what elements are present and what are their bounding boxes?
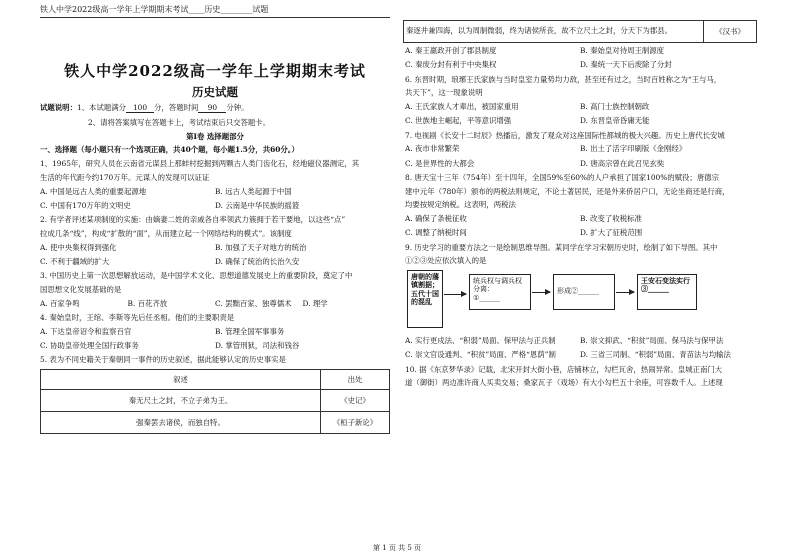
mind-map-origin-box: 唐朝的藩镇割据；五代十国的混乱 <box>407 270 443 328</box>
option-b[interactable]: B. 秦始皇对待周王制源度 <box>580 46 665 55</box>
exam-note-2: 2、请将答案填写在答题卡上，考试结束后只交答题卡。 <box>88 117 271 127</box>
note-label: 试题说明： <box>40 103 77 113</box>
source-cell: 《桓子新论》 <box>321 411 390 433</box>
option-d[interactable]: D. 东晋皇帝昏庸无能 <box>580 116 650 126</box>
q7-options-row2 <box>405 159 755 168</box>
option-a[interactable]: A. 王氏家族人才辈出，被国家重用 <box>405 102 519 111</box>
option-a[interactable]: A. 确保了条税征收 <box>405 214 467 223</box>
option-c[interactable]: C. 罢黜百家、独尊儒术 <box>215 298 292 308</box>
score-value: 100 <box>126 103 154 113</box>
table-row <box>41 389 390 411</box>
option-a[interactable]: A. 夜市非常繁荣 <box>405 144 460 154</box>
exam-subtitle: 历史试题 <box>192 84 238 99</box>
option-c[interactable]: C. 是世界性的大都会 <box>405 158 475 168</box>
right-column <box>405 46 755 392</box>
q2-options-row2 <box>40 257 390 266</box>
arrow-icon <box>616 292 634 293</box>
source-cell: 《汉书》 <box>703 21 756 42</box>
q6-options-row1 <box>405 102 755 111</box>
time-value: 90 <box>198 103 226 113</box>
mind-map-box-1 <box>469 274 531 310</box>
option-d[interactable]: D. 确保了统治的长治久安 <box>215 256 300 266</box>
source-table <box>40 369 390 434</box>
option-d[interactable]: D. 理学 <box>302 298 328 308</box>
option-c[interactable]: C. 崇文官设通判、“积贫”局面、严格“恩荫”制 <box>405 350 556 360</box>
number-2: ② <box>412 256 420 266</box>
page-header: 铁人中学2022级高一学年上学期期末考试____历史________试题 <box>40 5 390 18</box>
q5-options-row1 <box>405 46 755 55</box>
table-header-narrative: 叙述 <box>41 369 321 389</box>
box-text: 统兵权与调兵权分离： <box>473 277 522 294</box>
option-c[interactable]: C. 秦废分封有利于中央集权 <box>405 60 497 70</box>
option-c[interactable]: C. 中国有170万年的文明史 <box>40 200 131 210</box>
option-b[interactable]: B. 改变了收税标准 <box>580 214 642 223</box>
q9-options-row1 <box>405 336 755 345</box>
option-b[interactable]: B. 崇文抑武、“积贫”局面、保马法与保甲法 <box>580 336 724 345</box>
q4-options-row2 <box>40 341 390 350</box>
option-d[interactable]: D. 掌管刑狱，司法和钱谷 <box>215 340 300 350</box>
section-title: 第Ⅰ卷 选择题部分 <box>186 131 244 141</box>
q1-options-row1 <box>40 187 390 196</box>
option-d[interactable]: D. 扩大了征税范围 <box>580 228 643 238</box>
option-b[interactable]: B. 远古人类起源于中国 <box>215 186 292 196</box>
option-d[interactable]: D. 秦统一天下后废除了分封 <box>580 60 672 70</box>
question-7: 7. 电视剧《长安十二时辰》热播后，激发了观众对这座国际性都城的极大兴趣。历史上唐代长安城 <box>405 130 725 140</box>
box-blank: ①______ <box>473 293 501 302</box>
option-b[interactable]: B. 出土了活字印刷版《金刚经》 <box>580 144 687 154</box>
page-footer: 第 1 页 共 5 页 <box>372 544 422 552</box>
table-row-continued <box>403 20 757 43</box>
question-6-cont: 共天下”，这一现象说明 <box>405 88 483 98</box>
question-10: 10. 据《东京梦华录》记载，北宋开封大街小巷，店铺林立，勾栏瓦舍，热闹异常。皇城正南门大 <box>405 364 723 374</box>
question-4: 4. 秦始皇时，王绾、李斯等先后任丞相。他们的主要职责是 <box>40 312 235 322</box>
q5-options-row2 <box>405 60 755 69</box>
q9-options-row2 <box>405 350 755 359</box>
option-b[interactable]: B. 管理全国军事事务 <box>215 326 285 336</box>
q2-options-row1 <box>40 243 390 252</box>
arrow-icon <box>532 292 550 293</box>
question-6: 6. 东晋时期，琅琊王氏家族与当时皇室力量势均力敌，甚至还有过之，当时百姓称之为“王与马， <box>405 74 722 84</box>
question-3: 3. 中国历史上第一次思想解放运动，是中国学术文化、思想道德发展史上的重要阶段，奠定了中 <box>40 271 353 281</box>
question-3-cont: 国思想文化发展基础的是 <box>40 284 122 294</box>
question-text: 处应依次填入的是 <box>427 256 487 266</box>
left-column <box>40 20 390 434</box>
option-d[interactable]: D. 云南是中华民族的摇篮 <box>215 200 300 210</box>
option-a[interactable]: A. 中国是远古人类的重要起源地 <box>40 186 147 196</box>
q7-options-row1 <box>405 144 755 153</box>
option-c[interactable]: C. 不利于疆域的扩大 <box>40 256 110 266</box>
option-a[interactable]: A. 下达皇帝诏令和监察百官 <box>40 326 132 336</box>
q8-options-row2 <box>405 228 755 237</box>
note-text: 1、本试题满分 <box>76 103 127 113</box>
q1-options-row2 <box>40 201 390 210</box>
question-9: 9. 历史学习的重要方法之一是绘制思维导图。某同学在学习宋朝历史时，绘制了如下导图。其中 <box>405 242 718 252</box>
question-2: 2. 有学者评述某项制度的实施：由嫡妻二姓的亲戚各自率领武力簇拥于若干要地，以这些“点” <box>40 215 346 225</box>
note-text: 分，答题时间 <box>154 103 199 113</box>
question-1-cont: 生活的年代距今约170万年。元谋人的发现可以证证 <box>40 172 210 182</box>
option-b[interactable]: B. 加强了天子对地方的统治 <box>215 242 307 252</box>
section-instructions: 一、选择题（每小题只有一个选项正确，共40个题，每小题1.5分，共60分。） <box>40 145 299 155</box>
exam-title: 铁人中学2022级高一学年上学期期末考试 <box>64 62 366 80</box>
question-10-cont: 道（御街）两边准许商人买卖交易；桑家瓦子（戏场）有大小勾栏五十余座，可容数千人。上述现 <box>405 378 723 388</box>
narrative-cell: 秦无尺土之封，不立子弟为王。 <box>41 389 321 411</box>
question-1: 1、1965年，研究人员在云南省元谋县上那蚌村挖掘到两颗古人类门齿化石，经地磁仪器测定，其 <box>40 159 360 169</box>
source-cell: 《史记》 <box>321 389 390 411</box>
question-2-cont: 拉成几条“线”，构成“扩散的“面”，从而建立起一个网络结构的模式”。该制度 <box>40 228 292 238</box>
q8-options-row1 <box>405 214 755 223</box>
question-8-cont2: 均要按规定纳税。这表明，两税法 <box>405 200 516 210</box>
option-c[interactable]: C. 调整了纳税时间 <box>405 228 467 238</box>
table-header-source: 出处 <box>321 369 390 389</box>
option-a[interactable]: A. 实行更戍法、“积弱”局面、保甲法与正兵制 <box>405 336 556 345</box>
option-d[interactable]: D. 三省三司制、“积弱”局面、青苗法与均输法 <box>580 350 731 360</box>
question-8: 8. 唐天宝十三年（754年）至十四年，全国59%至60%的人户承担了国家100%的赋役；唐德宗 <box>405 172 719 182</box>
option-a[interactable]: A. 使中央集权得到强化 <box>40 242 117 252</box>
mind-map-box-2: 形成②______ <box>553 274 615 310</box>
question-9-cont <box>405 256 755 265</box>
option-b[interactable]: B. 高门士族控制朝政 <box>580 102 650 111</box>
q6-options-row2 <box>405 116 755 125</box>
question-5: 5. 表为不同史籍关于秦朝同一事件的历史叙述，据此能够认定的历史事实是 <box>40 355 286 365</box>
table-row <box>41 411 390 433</box>
option-b[interactable]: B. 百花齐放 <box>127 298 168 308</box>
option-d[interactable]: D. 唐高宗曾在此召见玄奘 <box>580 158 665 168</box>
q3-options <box>40 299 390 308</box>
option-a[interactable]: A. 百家争鸣 <box>40 298 80 308</box>
question-8-cont: 建中元年（780年）颁布的两税法则规定，不论土著居民，还是外来侨居户口，无论坐商还是行商， <box>405 186 730 196</box>
q4-options-row1 <box>40 327 390 336</box>
option-c[interactable]: C. 协助皇帝处理全国行政事务 <box>40 340 139 350</box>
option-c[interactable]: C. 世族地主崛起，平等意识增强 <box>405 116 512 126</box>
arrow-icon <box>444 294 466 295</box>
number-3: ③ <box>419 256 428 266</box>
option-a[interactable]: A. 秦王嬴政开创了郡县制度 <box>405 46 497 55</box>
mind-map <box>405 270 755 330</box>
note-text: 分钟。 <box>226 103 249 113</box>
narrative-cell: 秦逐井兼四海，以为周制微弱，终为诸侯所丧，故不立尺土之封，分天下为郡县。 <box>406 26 673 35</box>
narrative-cell: 强秦罢去诸侯，而独自特。 <box>41 411 321 433</box>
mind-map-box-3: 王安石变法实行③______ <box>637 274 697 310</box>
number-1: ① <box>405 256 413 266</box>
exam-note-1 <box>40 103 390 113</box>
